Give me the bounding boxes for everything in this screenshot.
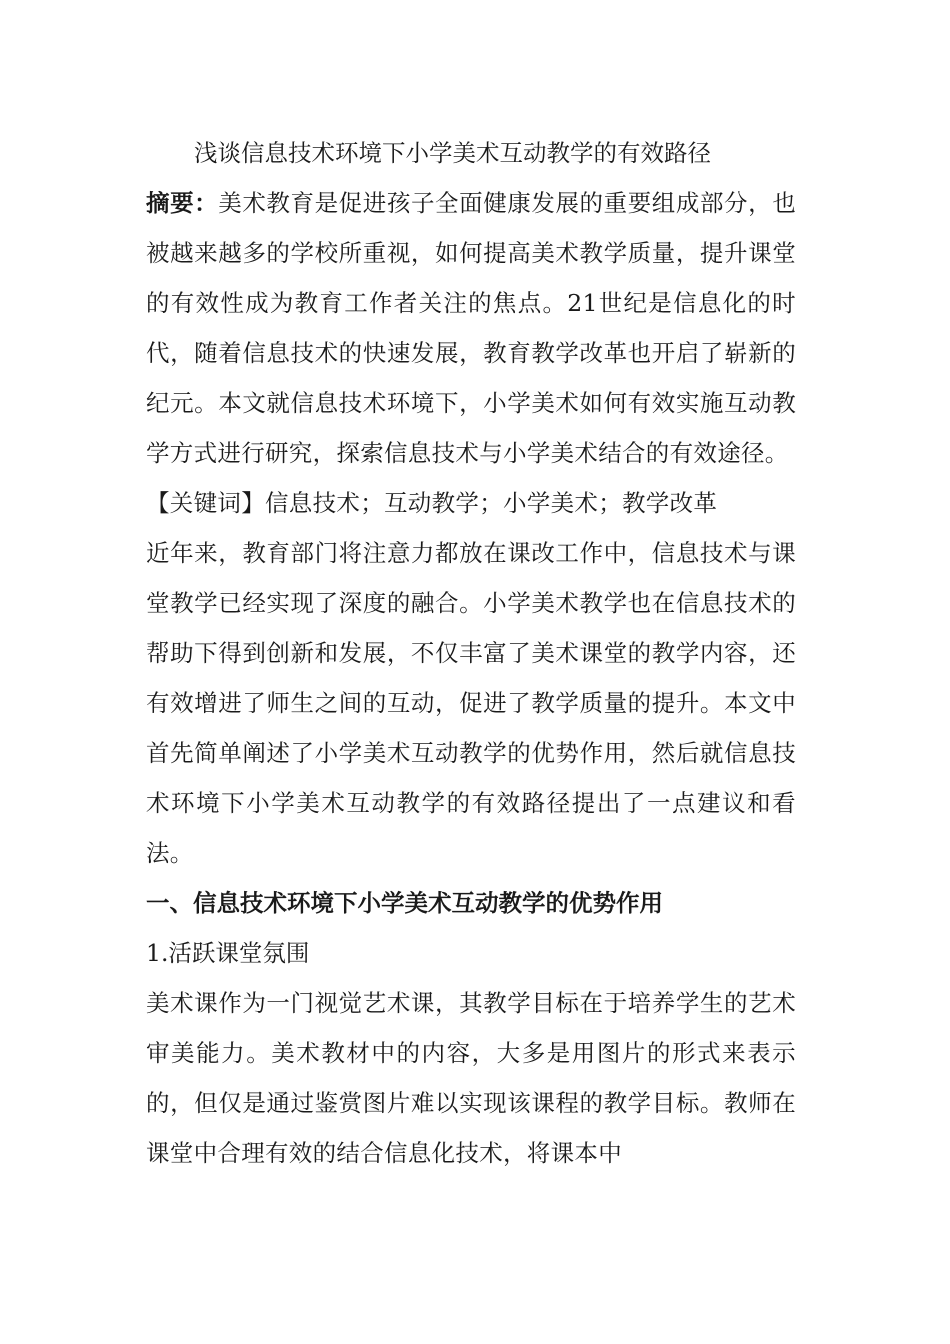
keywords-text: 信息技术；互动教学；小学美术；教学改革 <box>265 489 718 517</box>
abstract-paragraph <box>146 178 796 478</box>
subsection-heading: 1.活跃课堂氛围 <box>146 939 310 967</box>
document-title: 浅谈信息技术环境下小学美术互动教学的有效路径 <box>194 139 711 167</box>
abstract-text: 美术教育是促进孩子全面健康发展的重要组成部分，也被越来越多的学校所重视，如何提高美术教学质量，提升课堂的有效性成为教育工作者关注的焦点。21世纪是信息化的时代，随着信息技术的快速发展，教育教学改革也开启了崭新的纪元。本文就信息技术环境下，小学美术如何有效实施互动教学方式进行研究，探索信息技术与小学美术结合的有效途径。 <box>146 189 797 467</box>
subsection-paragraph: 美术课作为一门视觉艺术课，其教学目标在于培养学生的艺术审美能力。美术教材中的内容，大多是用图片的形式来表示的，但仅是通过鉴赏图片难以实现该课程的教学目标。教师在课堂中合理有效的结合信息化技术，将课本中 <box>146 989 796 1167</box>
intro-paragraph: 近年来，教育部门将注意力都放在课改工作中，信息技术与课堂教学已经实现了深度的融合。小学美术教学也在信息技术的帮助下得到创新和发展，不仅丰富了美术课堂的教学内容，还有效增进了师生之间的互动，促进了教学质量的提升。本文中首先简单阐述了小学美术互动教学的优势作用，然后就信息技术环境下小学美术互动教学的有效路径提出了一点建议和看法。 <box>146 539 796 867</box>
document-body <box>146 128 796 1178</box>
keywords-label: 【关键词】 <box>146 489 265 517</box>
keywords-paragraph <box>146 478 796 528</box>
abstract-label: 摘要： <box>146 189 219 217</box>
section-heading: 一、信息技术环境下小学美术互动教学的优势作用 <box>146 889 663 917</box>
